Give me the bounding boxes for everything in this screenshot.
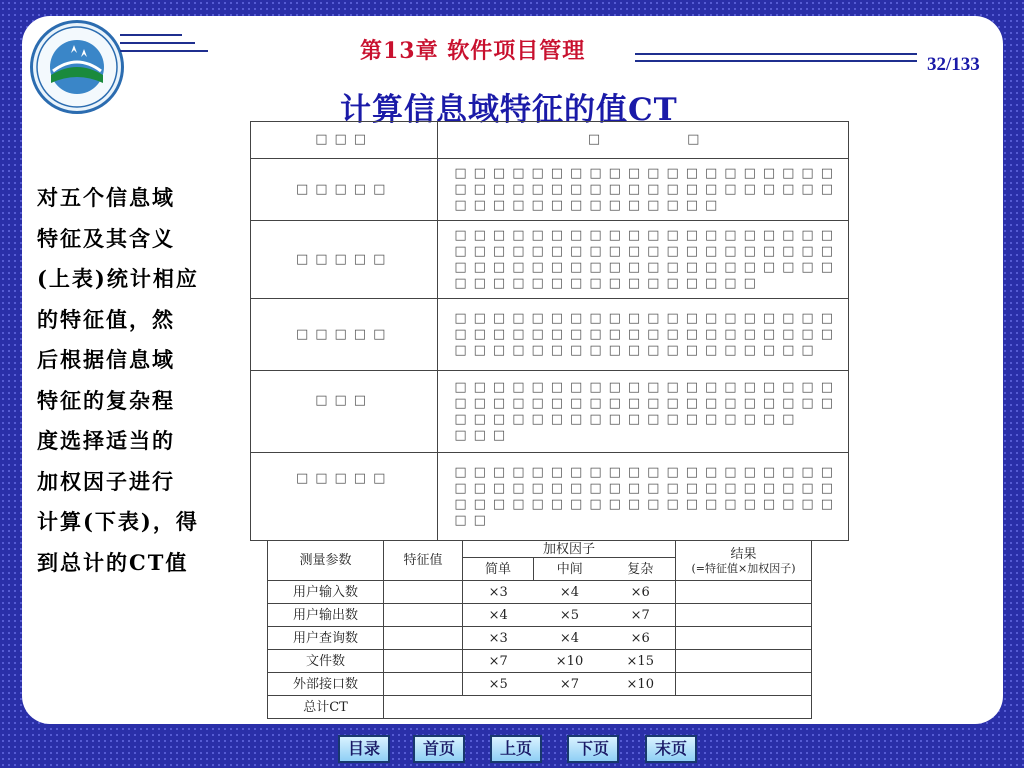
desc-line: □□□□□□□□□□□□□□□□: [454, 275, 763, 291]
text-line: 对五个信息域: [37, 185, 175, 210]
header-value: 特征值: [384, 541, 463, 581]
value-cell: [384, 604, 463, 627]
table-row: [268, 650, 812, 673]
simple-cell: ×7: [463, 650, 534, 673]
desc-line: □□□□□□□□□□□□□□□□□□: [454, 411, 802, 427]
table-header-row: [268, 541, 812, 558]
header-simple: 简单: [463, 558, 534, 581]
header-cell: □□□: [251, 122, 438, 159]
result-label: 结果: [730, 546, 757, 562]
desc-line: □□□□□□□□□□□□□□□□□□□□: [454, 496, 840, 512]
desc-line: □□□□□□□□□□□□□□□□□□□□: [454, 464, 840, 480]
nav-next-button[interactable]: 下页: [567, 735, 619, 763]
total-result-cell: [676, 696, 812, 719]
row-desc: [438, 371, 849, 453]
table-row: [251, 299, 849, 371]
result-cell: [676, 673, 812, 696]
total-row: [268, 696, 812, 719]
table-row: [268, 581, 812, 604]
university-logo: [30, 20, 124, 114]
weight-factor-table: [267, 540, 812, 719]
nav-toc-button[interactable]: 目录: [338, 735, 390, 763]
row-desc: [438, 453, 849, 541]
param-cell: 用户输出数: [268, 604, 384, 627]
complex-cell: ×10: [606, 673, 676, 696]
row-desc: [438, 221, 849, 299]
simple-cell: ×5: [463, 673, 534, 696]
table-row: [268, 627, 812, 650]
value-cell: [384, 581, 463, 604]
text-line: 到总计的CT值: [37, 549, 189, 575]
complex-cell: ×6: [606, 581, 676, 604]
complex-cell: ×6: [606, 627, 676, 650]
header-result: [676, 541, 812, 581]
header-rule: [635, 53, 917, 62]
simple-cell: ×3: [463, 581, 534, 604]
row-name: □□□□□: [251, 159, 438, 221]
row-name: □□□: [251, 371, 438, 453]
value-cell: [384, 650, 463, 673]
middle-cell: ×5: [534, 604, 606, 627]
row-name: □□□□□: [251, 453, 438, 541]
result-cell: [676, 604, 812, 627]
nav-prev-button[interactable]: 上页: [490, 735, 542, 763]
table-row: [251, 159, 849, 221]
desc-line: □□□□□□□□□□□□□□: [454, 197, 725, 213]
desc-line: □□□: [454, 427, 513, 443]
desc-line: □□□□□□□□□□□□□□□□□□□□: [454, 310, 840, 326]
simple-cell: ×4: [463, 604, 534, 627]
explanation-text: [37, 178, 237, 583]
table-header-row: [251, 122, 849, 159]
desc-line: □□□□□□□□□□□□□□□□□□□□: [454, 181, 840, 197]
slide-title: 计算信息域特征的值CT: [340, 92, 678, 128]
complex-cell: ×15: [606, 650, 676, 673]
desc-line: □□□□□□□□□□□□□□□□□□□□: [454, 326, 840, 342]
total-label: 总计CT: [268, 696, 384, 719]
page-number: 32/133: [927, 54, 980, 75]
text-line: 加权因子进行: [37, 468, 175, 494]
header-complex: 复杂: [606, 558, 676, 581]
result-formula: (=特征值×加权因子): [691, 561, 796, 575]
row-desc: [438, 159, 849, 221]
desc-line: □□□□□□□□□□□□□□□□□□□□: [454, 259, 840, 275]
middle-cell: ×4: [534, 627, 606, 650]
header-param: 测量参数: [268, 541, 384, 581]
desc-line: □□□□□□□□□□□□□□□□□□□: [454, 342, 821, 358]
value-cell: [384, 627, 463, 650]
result-cell: [676, 627, 812, 650]
desc-line: □□□□□□□□□□□□□□□□□□□□: [454, 480, 840, 496]
desc-line: □□□□□□□□□□□□□□□□□□□□: [454, 379, 840, 395]
text-line: 的特征值，然: [37, 306, 175, 332]
row-name: □□□□□: [251, 299, 438, 371]
header-middle: 中间: [556, 561, 583, 577]
text-line: (上表)统计相应: [37, 266, 199, 291]
simple-cell: ×3: [463, 627, 534, 650]
middle-cell: ×10: [534, 650, 606, 673]
chapter-heading: 第13章 软件项目管理: [360, 38, 586, 64]
result-cell: [676, 581, 812, 604]
nav-last-button[interactable]: 末页: [645, 735, 697, 763]
desc-line: □□□□□□□□□□□□□□□□□□□□: [454, 395, 840, 411]
header-cell: □ □: [438, 122, 849, 159]
table-row: [268, 604, 812, 627]
text-line: 计算(下表)，得: [37, 509, 199, 534]
row-desc: [438, 299, 849, 371]
middle-cell: ×7: [534, 673, 606, 696]
param-cell: 用户查询数: [268, 627, 384, 650]
desc-line: □□: [454, 512, 493, 528]
text-line: 特征及其含义: [37, 225, 175, 251]
text-line: 特征的复杂程: [37, 387, 175, 413]
value-cell: [384, 673, 463, 696]
param-cell: 外部接口数: [268, 673, 384, 696]
domain-feature-table: [250, 121, 849, 541]
text-line: 度选择适当的: [37, 428, 175, 453]
row-name: □□□□□: [251, 221, 438, 299]
middle-cell: ×4: [534, 581, 606, 604]
param-cell: 文件数: [268, 650, 384, 673]
param-cell: 用户输入数: [268, 581, 384, 604]
complex-cell: ×7: [606, 604, 676, 627]
total-value-cell: [384, 696, 676, 719]
nav-first-button[interactable]: 首页: [413, 735, 465, 763]
text-line: 后根据信息域: [37, 347, 175, 372]
desc-line: □□□□□□□□□□□□□□□□□□□□: [454, 243, 840, 259]
table-row: [251, 371, 849, 453]
table-row: [251, 453, 849, 541]
header-weight: 加权因子: [463, 541, 676, 558]
table-row: [251, 221, 849, 299]
result-cell: [676, 650, 812, 673]
desc-line: □□□□□□□□□□□□□□□□□□□□: [454, 165, 840, 181]
table-row: [268, 673, 812, 696]
header-decor-lines: [120, 34, 208, 58]
desc-line: □□□□□□□□□□□□□□□□□□□□: [454, 227, 840, 243]
